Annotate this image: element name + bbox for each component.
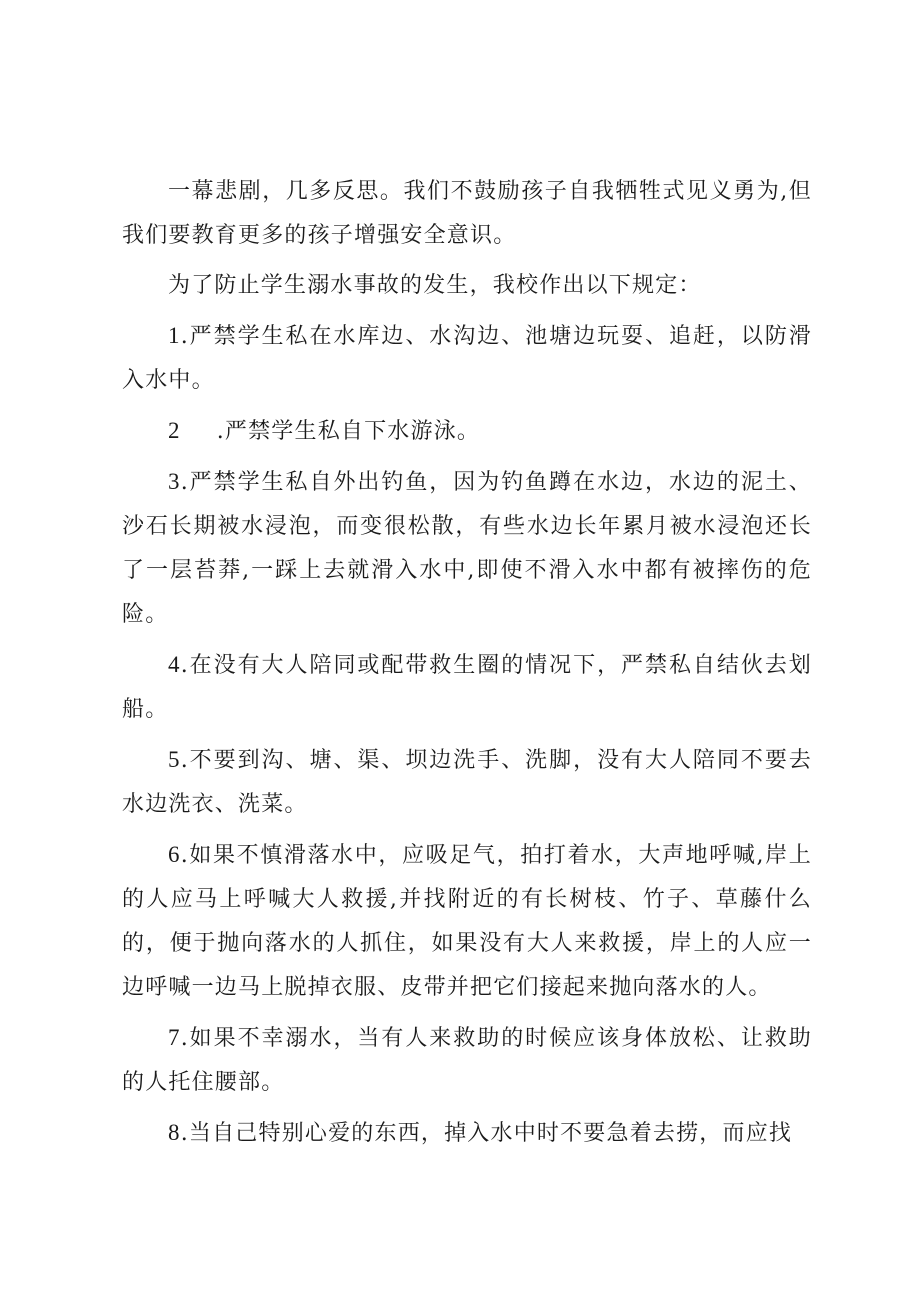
- rule-text: .当自己特别心爱的东西，掉入水中时不要急着去捞，而应找: [180, 1121, 793, 1146]
- rule-text: .严禁学生私自下水游泳。: [216, 419, 481, 444]
- rule-number: 3: [168, 469, 181, 494]
- rule-item-1: [122, 314, 812, 403]
- rule-item-3: [122, 460, 812, 637]
- rule-number: 4: [168, 652, 181, 677]
- rule-number: 1: [168, 323, 181, 348]
- rule-text: .不要到沟、塘、渠、坝边洗手、洗脚，没有大人陪同不要去水边洗衣、洗菜。: [122, 748, 812, 817]
- rule-item-5: [122, 738, 812, 827]
- rule-item-7: [122, 1016, 812, 1105]
- rule-text: .严禁学生私在水库边、水沟边、池塘边玩耍、追赶，以防滑入水中。: [122, 324, 812, 393]
- document-page: [122, 170, 812, 1162]
- rule-number: 8: [168, 1120, 181, 1145]
- rule-text: .严禁学生私自外出钓鱼，因为钓鱼蹲在水边，水边的泥土、沙石长期被水浸泡，而变很松散，有些水边长年累月被水浸泡还长了一层苔莽,一踩上去就滑入水中,即使不滑入水中都有被摔伤的危险。: [122, 470, 812, 627]
- rule-item-8: [122, 1111, 812, 1156]
- paragraph-intro-rules-heading: 为了防止学生溺水事故的发生，我校作出以下规定：: [168, 273, 702, 298]
- paragraph-intro-reflection: 一幕悲剧，几多反思。我们不鼓励孩子自我牺牲式见义勇为,但我们要教育更多的孩子增强安全意识。: [122, 179, 812, 248]
- rule-text: .如果不慎滑落水中，应吸足气，拍打着水，大声地呼喊,岸上的人应马上呼喊大人救援,并找附近的有长树枝、竹子、草藤什么的，便于抛向落水的人抓住，如果没有大人来救援，岸上的人应一边呼喊一边马上脱掉衣服、皮带并把它们接起来抛向落水的人。: [122, 843, 812, 1000]
- rule-item-2: [122, 409, 812, 454]
- rule-item-4: [122, 643, 812, 732]
- rule-item-6: [122, 833, 812, 1010]
- rule-number: 7: [168, 1025, 181, 1050]
- rule-number: 2: [168, 418, 181, 443]
- rule-number: 5: [168, 747, 181, 772]
- rule-number: 6: [168, 842, 181, 867]
- rule-text: .在没有大人陪同或配带救生圈的情况下，严禁私自结伙去划船。: [122, 653, 812, 722]
- rule-text: .如果不幸溺水，当有人来救助的时候应该身体放松、让救助的人托住腰部。: [122, 1026, 812, 1095]
